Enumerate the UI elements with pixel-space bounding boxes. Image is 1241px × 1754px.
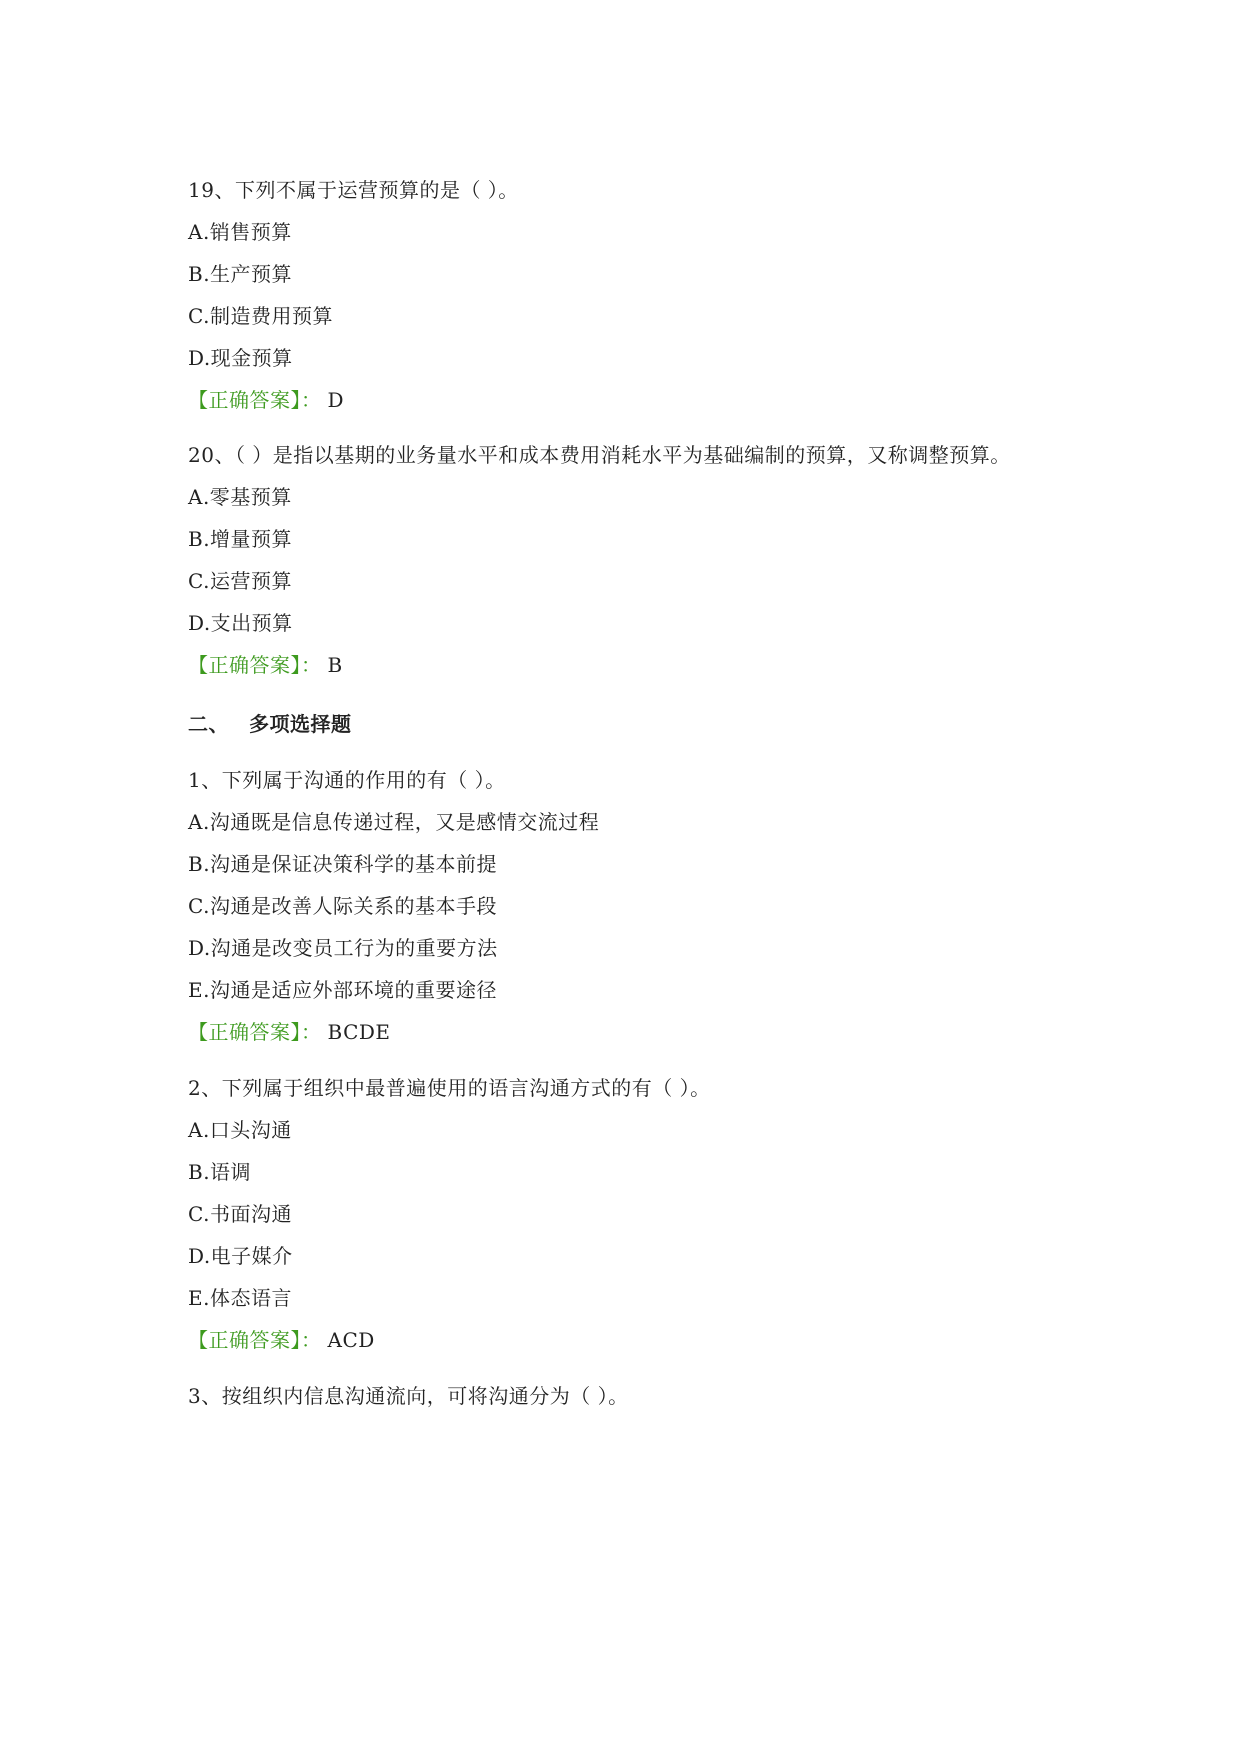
answer-line	[188, 651, 343, 679]
answer-line	[188, 386, 344, 414]
option-b: B.沟通是保证决策科学的基本前提	[188, 852, 498, 876]
option-e: E.沟通是适应外部环境的重要途径	[188, 978, 497, 1002]
option-b: B.语调	[188, 1160, 252, 1184]
question-19: 19、下列不属于运营预算的是（ ）。	[188, 178, 519, 202]
option-c: C.运营预算	[188, 569, 292, 593]
option-b: B.生产预算	[188, 262, 293, 286]
question-2: 2、下列属于组织中最普遍使用的语言沟通方式的有（ ）。	[188, 1076, 711, 1100]
answer-colon: ：	[301, 1328, 322, 1352]
option-c: C.沟通是改善人际关系的基本手段	[188, 894, 497, 918]
answer-label: 【正确答案】	[188, 1020, 301, 1044]
option-a: A.口头沟通	[188, 1118, 292, 1142]
option-d: D.支出预算	[188, 611, 293, 635]
option-d: D.现金预算	[188, 346, 293, 370]
option-c: C.制造费用预算	[188, 304, 333, 328]
option-d: D.电子媒介	[188, 1244, 293, 1268]
answer-value: BCDE	[327, 1020, 391, 1044]
question-3: 3、按组织内信息沟通流向，可将沟通分为（ ）。	[188, 1384, 629, 1408]
answer-colon: ：	[301, 653, 322, 677]
section-number: 二、	[188, 712, 229, 736]
answer-label: 【正确答案】	[188, 388, 301, 412]
answer-colon: ：	[301, 1020, 322, 1044]
answer-label: 【正确答案】	[188, 653, 301, 677]
section-heading	[188, 710, 352, 738]
option-b: B.增量预算	[188, 527, 293, 551]
option-a: A.零基预算	[188, 485, 292, 509]
question-1: 1、下列属于沟通的作用的有（ ）。	[188, 768, 506, 792]
option-a: A.销售预算	[188, 220, 292, 244]
answer-value: D	[327, 388, 345, 412]
option-a: A.沟通既是信息传递过程，又是感情交流过程	[188, 810, 600, 834]
option-d: D.沟通是改变员工行为的重要方法	[188, 936, 498, 960]
answer-colon: ：	[301, 388, 322, 412]
answer-label: 【正确答案】	[188, 1328, 301, 1352]
option-e: E.体态语言	[188, 1286, 292, 1310]
answer-value: ACD	[327, 1328, 375, 1352]
answer-value: B	[327, 653, 343, 677]
answer-line	[188, 1326, 375, 1354]
answer-line	[188, 1018, 391, 1046]
option-c: C.书面沟通	[188, 1202, 292, 1226]
question-20: 20、（ ）是指以基期的业务量水平和成本费用消耗水平为基础编制的预算，又称调整预算。	[188, 443, 1011, 467]
section-title: 多项选择题	[249, 712, 352, 736]
